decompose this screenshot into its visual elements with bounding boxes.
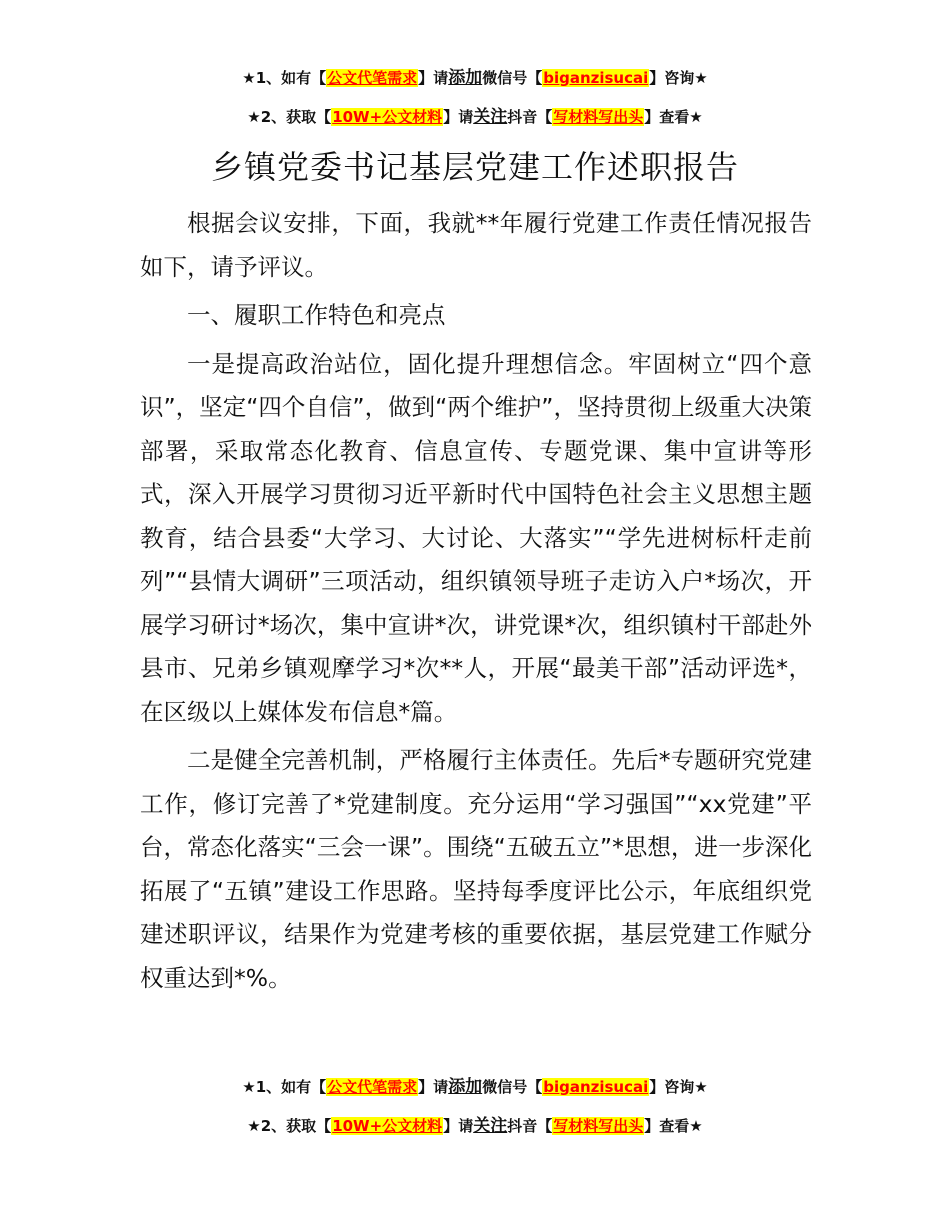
document-body (140, 202, 812, 1005)
promo-text: 抖音【 (507, 108, 553, 126)
promo-text: ★2、获取【 (247, 1117, 332, 1135)
promo-text: 】请 (443, 108, 474, 126)
promo-text: ★1、如有【 (242, 69, 327, 87)
promo-highlight-wechat-id: biganzisucai (543, 69, 649, 87)
promo-highlight: 10W+公文材料 (332, 1117, 443, 1135)
promo-text: 】咨询★ (649, 1078, 708, 1096)
promo-text: ★2、获取【 (247, 108, 332, 126)
paragraph-point-1: 一是提高政治站位，固化提升理想信念。牢固树立“四个意识”，坚定“四个自信”，做到“两个维护”，坚持贯彻上级重大决策部署，采取常态化教育、信息宣传、专题党课、集中宣讲等形式，深入开展学习贯彻习近平新时代中国特色社会主义思想主题教育，结合县委“大学习、大讨论、大落实”“学先进树标杆走前列”“县情大调研”三项活动，组织镇领导班子走访入户*场次，开展学习研讨*场次，集中宣讲*次，讲党课*次，组织镇村干部赴外县市、兄弟乡镇观摩学习*次**人，开展“最美干部”活动评选*，在区级以上媒体发布信息*篇。 (140, 349, 812, 726)
promo-highlight-wechat-id: biganzisucai (543, 1078, 649, 1096)
promo-highlight-douyin-id: 写材料写出头 (553, 1117, 644, 1135)
promo-text: 】查看★ (644, 108, 703, 126)
promo-highlight: 公文代笔需求 (327, 1078, 418, 1096)
promo-text: 】咨询★ (649, 69, 708, 87)
footer-promo-line-2 (0, 1115, 950, 1137)
promo-text: 】请 (418, 69, 449, 87)
footer-promo-line-1 (0, 1076, 950, 1098)
promo-text: 微信号【 (482, 69, 543, 87)
paragraph-intro: 根据会议安排，下面，我就**年履行党建工作责任情况报告如下，请予评议。 (140, 209, 812, 281)
document-title: 乡镇党委书记基层党建工作述职报告 (210, 148, 739, 186)
promo-text: 】请 (443, 1117, 474, 1135)
paragraph-point-2: 二是健全完善机制，严格履行主体责任。先后*专题研究党建工作，修订完善了*党建制度。充分运用“学习强国”“xx党建”平台，常态化落实“三会一课”。围绕“五破五立”*思想，进一步深化拓展了“五镇”建设工作思路。坚持每季度评比公示，年底组织党建述职评议，结果作为党建考核的重要依据，基层党建工作赋分权重达到*%。 (140, 746, 812, 992)
promo-text: 微信号【 (482, 1078, 543, 1096)
promo-text: 抖音【 (507, 1117, 553, 1135)
promo-emphasis: 添加 (448, 1077, 483, 1097)
promo-highlight: 10W+公文材料 (332, 108, 443, 126)
promo-highlight-douyin-id: 写材料写出头 (553, 108, 644, 126)
promo-emphasis: 添加 (448, 68, 483, 88)
header-promo-line-2 (0, 106, 950, 128)
section-heading: 一、履职工作特色和亮点 (187, 301, 446, 329)
header-promo-line-1 (0, 67, 950, 89)
promo-emphasis: 关注 (473, 1116, 508, 1136)
promo-highlight: 公文代笔需求 (327, 69, 418, 87)
promo-text: 】请 (418, 1078, 449, 1096)
promo-text: ★1、如有【 (242, 1078, 327, 1096)
promo-emphasis: 关注 (473, 107, 508, 127)
promo-text: 】查看★ (644, 1117, 703, 1135)
